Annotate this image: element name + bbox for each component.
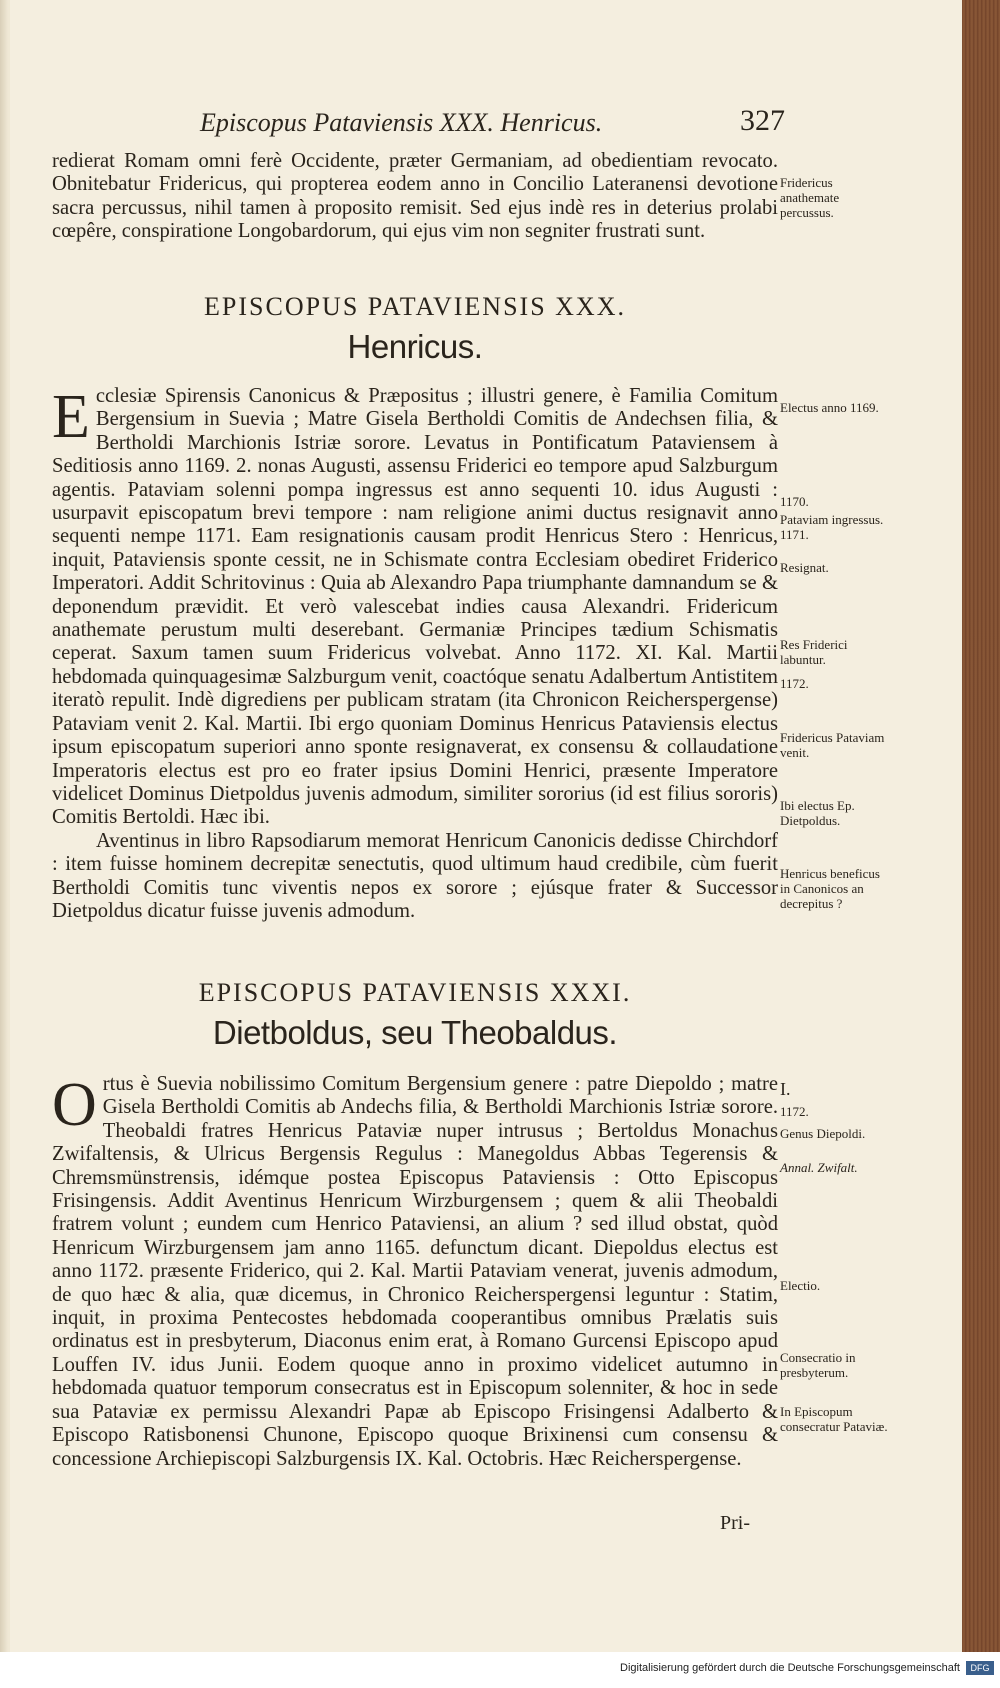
- margin-note: Resignat.: [780, 560, 829, 575]
- margin-note: Fridericus Pataviam venit.: [780, 730, 885, 760]
- section1-para1-text: cclesiæ Spirensis Canonicus & Præpositus ; illustri genere, è Familia Comitum Bergensium in Suevia ; Matre Gisela Bertholdi Comitis de Andechsen filia, & Bertholdi Marchionis Istriæ sorore. Levatus in Pontificatum Pataviensem à Seditiosis anno 1169. 2. nonas Augusti, assensu Friderici eo tempore apud Salzburgum agentis. Pataviam solenni pompa ingressus est anno sequenti 10. idus Augusti : usurpavit episcopatum brevi tempore : nam religione animi ductus resignavit anno sequenti nempe 1171. Eam resignationis causam prodit Henricus Stero : Henricus, inquit, Pataviensis sponte cessit, ne in Schismate contra Ecclesiam obediret Friderico Imperatori. Addit Schritovinus : Quia ab Alexandro Papa triumphante damnandum se & deponendum prævidit. Et verò valescebat indies causa Alexandri. Fridericum anathemate perustum multi deserebant. Germaniæ Principes tædium Schismatis ceperat. Saxum tamen suum Fridericus volvebat. Anno 1172. XI. Kal. Martii hebdomada quinquagesimæ Salzburgum venit, coactóque senatu Adalbertum Antistitem iteratò repulit. Indè digrediens per publicam stratam (ita Chronicon Reicherspergense) Pataviam venit 2. Kal. Martii. Ibi ergo quoniam Dominus Henricus Pataviensis electus ipsum episcopatum superiori anno sponte resignaverat, ex consensu & collaudatione Imperatoris electus est pro eo frater ipsius Domini Henrici, præsente Imperatore videlicet Dominus Dietpoldus juvenis admodum, similiter sororius (id est filius sororis) Comitis Bertoldi. Hæc ibi.: [52, 385, 778, 829]
- margin-note: 1172.: [780, 676, 809, 691]
- section1-heading: EPISCOPUS PATAVIENSIS XXX.: [204, 292, 626, 321]
- margin-note: 1170.: [780, 494, 809, 509]
- section2-para1-text: rtus è Suevia nobilissimo Comitum Bergensium genere : patre Diepoldo ; matre Gisela Bertholdi Comitis ab Andechs filia, & Bertholdi Marchionis Istriæ sorore. Theobaldi fratres Henricus Pataviæ nuper intrusus ; Bertoldus Monachus Zwifaltensis, & Ulricus Bergensis Regulus : Manegoldus Abbas Tegerensis & Chremsmünstrensis, idémque postea Episcopus Pataviensis : Otto Episcopus Frisingensis. Addit Aventinus Henricum Wirzburgensem ; quem & alii Theobaldi fratrem volunt ; eundem cum Henrico Pataviensi, an alium ? sed illud obstat, quòd Henricum Wirzburgensem jam anno 1165. defunctum dicant. Diepoldus electus est anno 1172. præsente Friderico, qui 2. Kal. Martii Pataviam venerat, juvenis admodum, de quo hæc & alia, quæ dicemus, in Chronico Reicherspergensi leguntur : Statim, inquit, in proxima Pentecostes hebdomada cooperantibus omnibus Prælatis suis ordinatus est in presbyterum, Diaconus enim erat, à Romano Gurcensi Episcopo apud Louffen IV. idus Junii. Eodem quoque anno in proximo videlicet autumno in hebdomada quatuor temporum consecratus est in Episcopum solenniter, & hoc in sede sua Pataviæ ex permissu Alexandri Papæ ab Episcopo Frisingensi Adalberto & Episcopo Ratisbonensi Chunone, Episcopo quoque Brixinensi cum consensu & concessione Archiepiscopi Salzburgensis IX. Kal. Octobris. Hæc Reicherspergense.: [52, 1073, 778, 1470]
- section1-dropcap: E: [52, 383, 90, 451]
- margin-note: Pataviam ingressus. 1171.: [780, 512, 884, 542]
- page-number: 327: [740, 104, 785, 137]
- section2-body: [52, 1073, 778, 1471]
- section1-body: [52, 385, 778, 923]
- section1-para1: [52, 385, 778, 830]
- margin-note: Genus Diepoldi.: [780, 1126, 866, 1141]
- section2-para1: [52, 1073, 778, 1471]
- section2-heading: EPISCOPUS PATAVIENSIS XXXI.: [198, 978, 632, 1007]
- margin-note: Consecratio in presbyterum.: [780, 1350, 856, 1380]
- top-text: redierat Romam omni ferè Occidente, præter Germaniam, ad obedientiam revocato. Obnitebatur Fridericus, qui propterea eodem anno in Concilio Lateranensi devotione sacra percussus, nihil tamen à proposito remisit. Sed ejus indè res in deterius prolabi cœpêre, conspiratione Longobardorum, qui ejus vim non segniter frustrati sunt.: [52, 150, 778, 243]
- section2-dropcap: O: [52, 1071, 97, 1139]
- section2-name: Dietboldus, seu Theobaldus.: [212, 1014, 618, 1051]
- margin-note: Ibi electus Ep. Dietpoldus.: [780, 798, 855, 828]
- margin-note: 1172.: [780, 1104, 809, 1119]
- dfg-logo: DFG: [966, 1661, 994, 1675]
- running-header: [200, 104, 800, 138]
- margin-note: I.: [780, 1079, 791, 1099]
- running-title: Episcopus Pataviensis XXX. Henricus.: [200, 108, 603, 137]
- margin-note: Annal. Zwifalt.: [780, 1160, 858, 1175]
- funding-credit: Digitalisierung gefördert durch die Deutsche Forschungsgemeinschaft: [620, 1662, 960, 1674]
- margin-note: Electio.: [780, 1278, 821, 1293]
- margin-note: Henricus beneficus in Canonicos an decrepitus ?: [780, 866, 880, 911]
- margin-note: Electus anno 1169.: [780, 400, 879, 415]
- margin-note: Res Friderici labuntur.: [780, 637, 848, 667]
- margin-note: In Episcopum consecratur Pataviæ.: [780, 1404, 888, 1434]
- top-paragraph: [52, 150, 778, 244]
- footer-bar: [0, 1652, 1000, 1688]
- section1-para2: Aventinus in libro Rapsodiarum memorat Henricum Canonicis dedisse Chirchdorf : item fuisse hominem decrepitæ senectutis, quod ultimum haud credibile, cùm fuerit Bertholdi Comitis tunc viventis nepos ex sorore ; ejúsque frater & Successor Dietpoldus dicatur fuisse juvenis admodum.: [52, 829, 778, 922]
- catchword: Pri-: [720, 1512, 750, 1534]
- margin-note: Fridericus anathemate percussus.: [780, 175, 840, 220]
- book-edge: [962, 0, 1000, 1652]
- section1-name: Henricus.: [347, 328, 483, 365]
